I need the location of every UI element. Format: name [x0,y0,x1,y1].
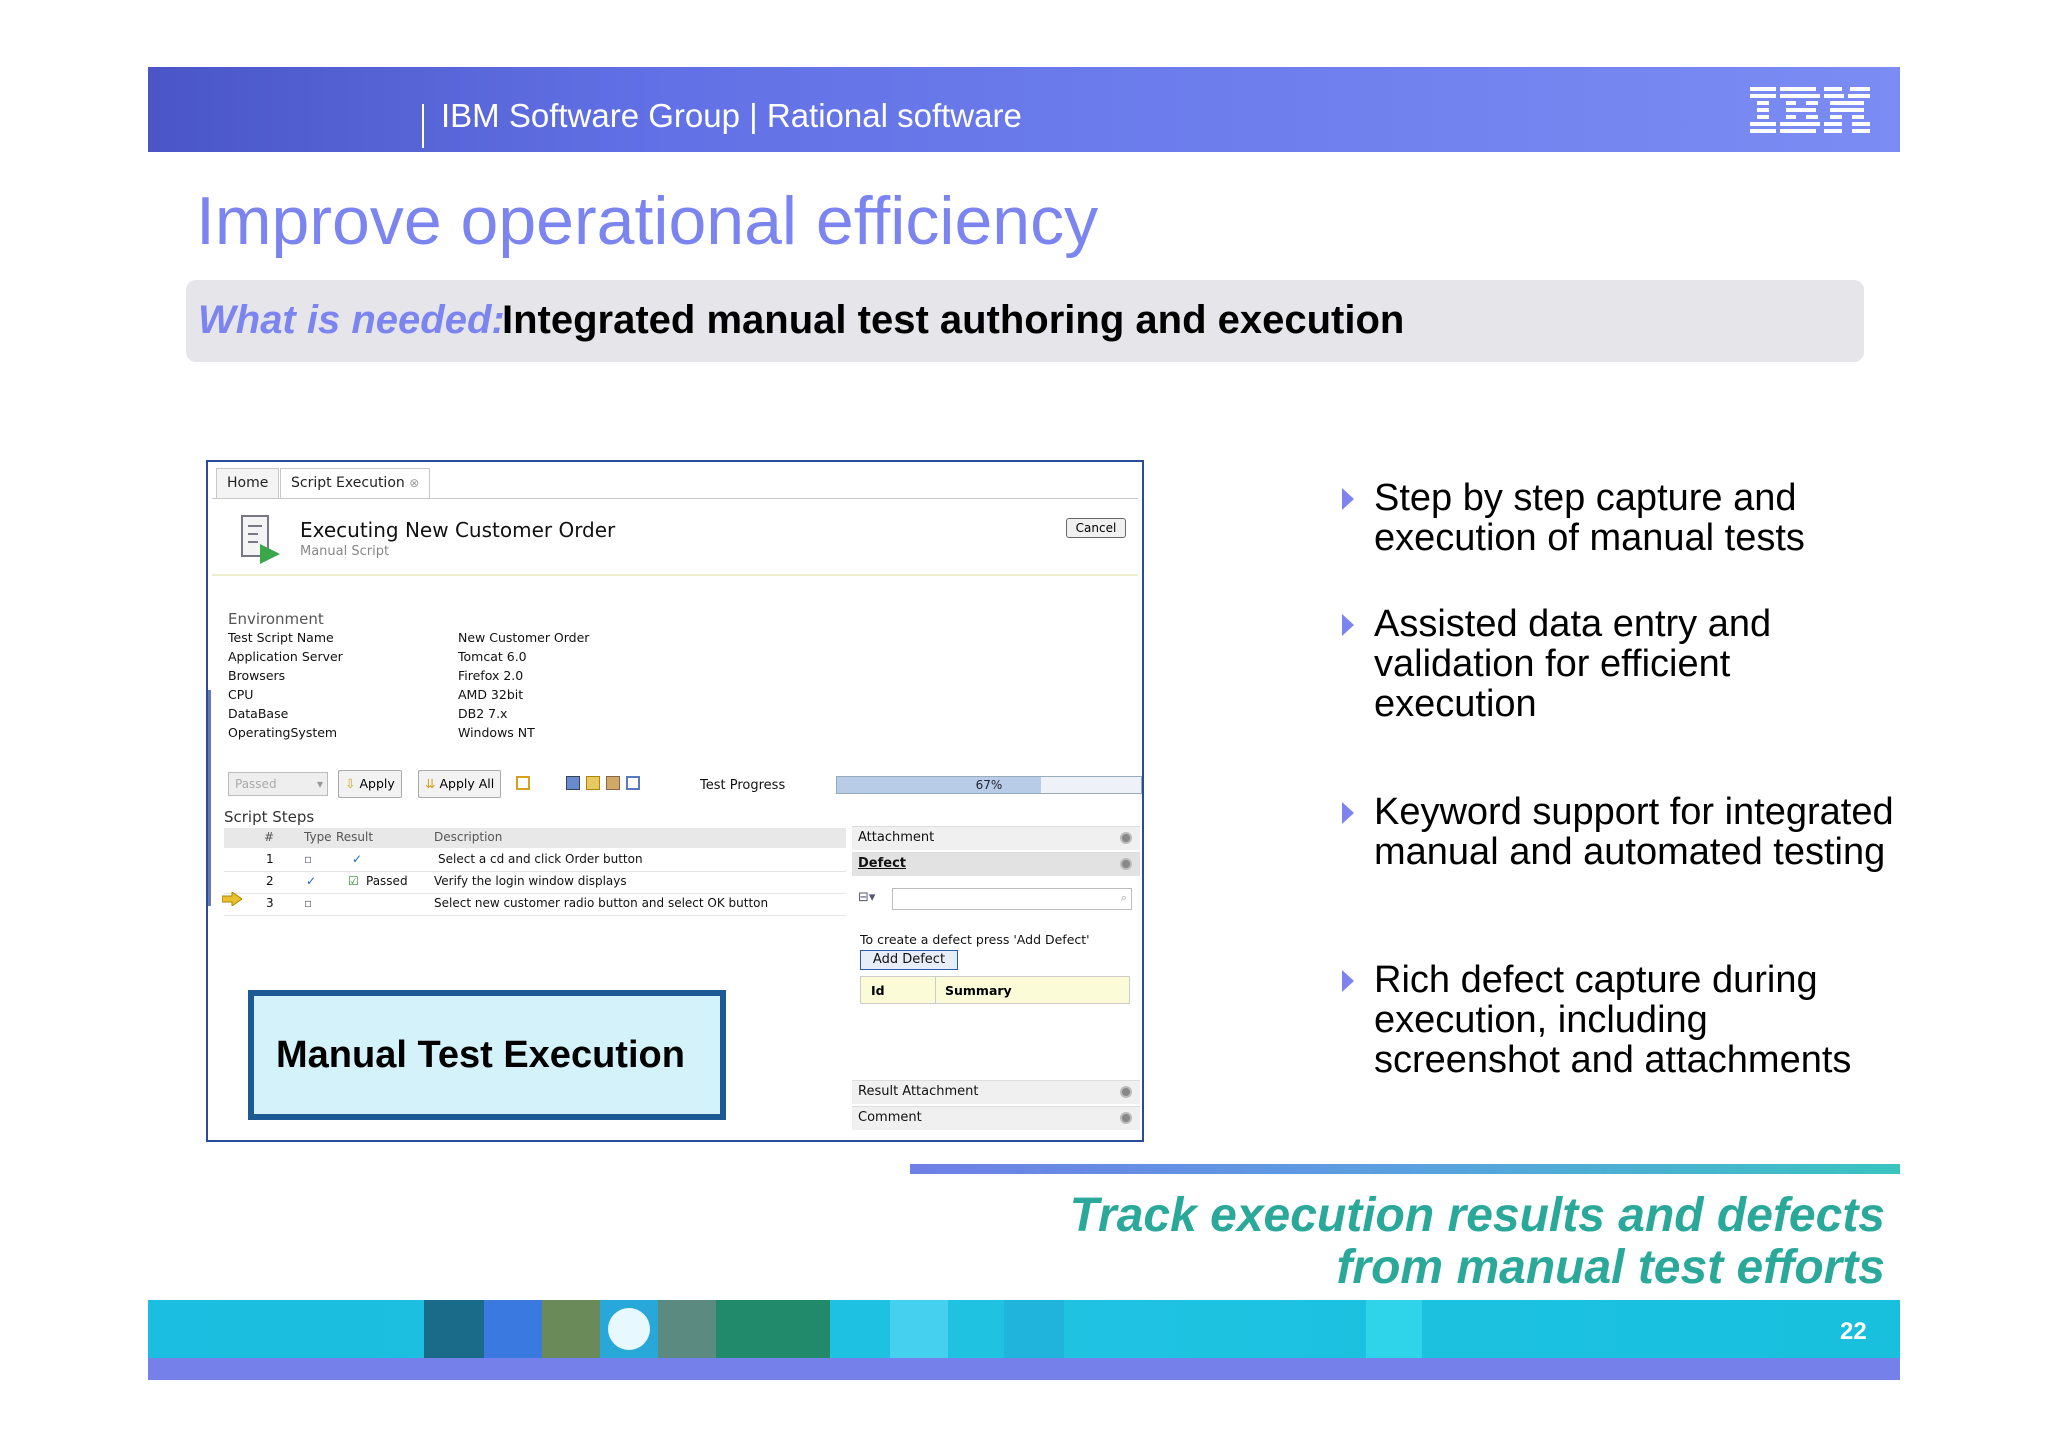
comment-section[interactable] [852,1106,1140,1130]
expand-icon[interactable] [1120,832,1132,844]
defect-label: Defect [858,856,907,871]
tagline-line1: Track execution results and defects [1069,1189,1885,1242]
env-label: DataBase [228,706,289,721]
step-num: 2 [266,874,274,888]
apply-all-icon: ⇊ [425,776,436,791]
defect-table-header [860,976,1130,1004]
result-select[interactable] [228,772,328,796]
bullet-arrow-icon [1342,802,1354,824]
step-description: Select new customer radio button and select OK button [434,896,769,910]
defect-hint: To create a defect press 'Add Defect' [860,932,1090,947]
footer-image-chess [424,1300,484,1358]
attachment-section[interactable] [852,826,1140,850]
table-row[interactable] [224,872,846,894]
bullet-arrow-icon [1342,614,1354,636]
callout-box [248,990,726,1120]
current-step-arrow-icon [222,892,242,906]
env-value: DB2 7.x [458,706,508,721]
footer-image-block [1366,1300,1422,1358]
search-icon: ⌕ [1120,891,1127,904]
save-icon[interactable] [566,776,580,790]
needed-bar [186,280,1864,362]
col-num: # [264,830,275,844]
bullet-arrow-icon [1342,970,1354,992]
defect-search-input[interactable] [892,888,1132,910]
footer-image-tiles [890,1300,948,1358]
manual-script-icon [238,514,286,570]
check-icon: ✓ [352,852,363,866]
apply-button[interactable] [338,770,402,798]
footer-circle [608,1308,650,1350]
comment-label: Comment [858,1110,922,1125]
collapse-icon[interactable] [1120,858,1132,870]
header-group-text: IBM Software Group | Rational software [441,97,1022,134]
header-separator [422,104,424,148]
pause-icon[interactable] [516,776,530,790]
execution-title: Executing New Customer Order [300,518,616,542]
page-number: 22 [1840,1318,1867,1345]
test-progress-bar [836,776,1142,794]
bullet-arrow-icon [1342,488,1354,510]
result-select-value: Passed [235,777,277,791]
progress-label: Test Progress [700,778,786,793]
tab-divider [212,498,1138,499]
bullet-text: Rich defect capture during execution, including screenshot and attachments [1374,959,1852,1081]
folder-icon[interactable] [606,776,620,790]
env-value: Firefox 2.0 [458,668,524,683]
tab-script-execution[interactable] [280,468,430,498]
expand-icon[interactable] [1120,1112,1132,1124]
tagline-rule [910,1164,1900,1174]
result-attachment-label: Result Attachment [858,1084,979,1099]
header-band [148,67,1900,152]
header-rule [212,574,1138,576]
step-num: 1 [266,852,274,866]
manual-step-icon: ▫ [304,896,313,910]
chevron-down-icon: ▾ [316,777,323,791]
tab-home[interactable]: Home [216,468,279,498]
footer-image-stripes [658,1300,716,1358]
step-description: Select a cd and click Order button [438,852,643,866]
col-description: Description [434,830,503,844]
col-summary: Summary [945,983,1012,998]
needed-label: What is needed: [198,298,505,342]
footer-image-block [1004,1300,1064,1358]
step-result: Passed [366,874,408,888]
query-icon[interactable]: ⊟▾ [858,890,876,905]
env-value: AMD 32bit [458,687,524,702]
progress-value: 67% [975,778,1003,792]
step-num: 3 [266,896,274,910]
bullet-text: Assisted data entry and validation for efficient execution [1374,603,1772,725]
env-value: Tomcat 6.0 [458,649,527,664]
notes-icon[interactable] [586,776,600,790]
bullet-text: Keyword support for integrated manual and automated testing [1374,791,1894,873]
apply-all-button[interactable] [418,770,501,798]
footer-image-people [484,1300,542,1358]
col-type: Type [304,830,332,844]
app-screenshot [206,460,1144,1142]
col-id: Id [871,983,885,998]
footer-image-climbers [716,1300,830,1358]
table-row[interactable] [224,850,846,872]
manual-step-icon: ▫ [304,852,313,866]
apply-all-label: Apply All [439,776,495,791]
tab-script-execution-label: Script Execution [291,475,405,491]
page-title: Improve operational efficiency [196,183,1099,259]
tagline-line2: from manual test efforts [1336,1241,1885,1294]
footer-image-circle [600,1300,658,1358]
environment-title: Environment [228,610,324,628]
apply-icon: ⇩ [345,776,356,791]
result-attachment-section[interactable] [852,1080,1140,1104]
apply-label: Apply [359,776,395,791]
env-label: CPU [228,687,254,702]
table-row[interactable] [224,894,846,916]
attachment-label: Attachment [858,830,935,845]
defect-section[interactable] [852,852,1140,876]
window-icon[interactable] [626,776,640,790]
step-description: Verify the login window displays [434,874,627,888]
script-steps-title: Script Steps [224,808,315,826]
cancel-button[interactable]: Cancel [1066,518,1126,538]
needed-text: Integrated manual test authoring and execution [502,298,1405,342]
close-icon[interactable]: ⊗ [409,476,420,490]
defect-search [858,888,1134,910]
expand-icon[interactable] [1120,1086,1132,1098]
col-result: Result [336,830,374,844]
footer-image-gears [542,1300,600,1358]
env-label: OperatingSystem [228,725,338,740]
passed-checkbox-icon: ☑ [348,874,359,888]
env-value: Windows NT [458,725,535,740]
env-label: Application Server [228,649,343,664]
ibm-logo [1750,87,1870,137]
check-icon: ✓ [306,874,317,888]
execution-subtitle: Manual Script [300,544,390,559]
bullet-text: Step by step capture and execution of manual tests [1374,477,1805,559]
steps-header [224,828,846,848]
callout-text: Manual Test Execution [276,1034,685,1076]
left-accent-bar [208,690,211,906]
footer-bottom-band [148,1358,1900,1380]
env-label: Browsers [228,668,286,683]
column-divider [935,977,936,1003]
env-value: New Customer Order [458,630,590,645]
env-label: Test Script Name [228,630,334,645]
add-defect-button[interactable]: Add Defect [860,950,958,970]
